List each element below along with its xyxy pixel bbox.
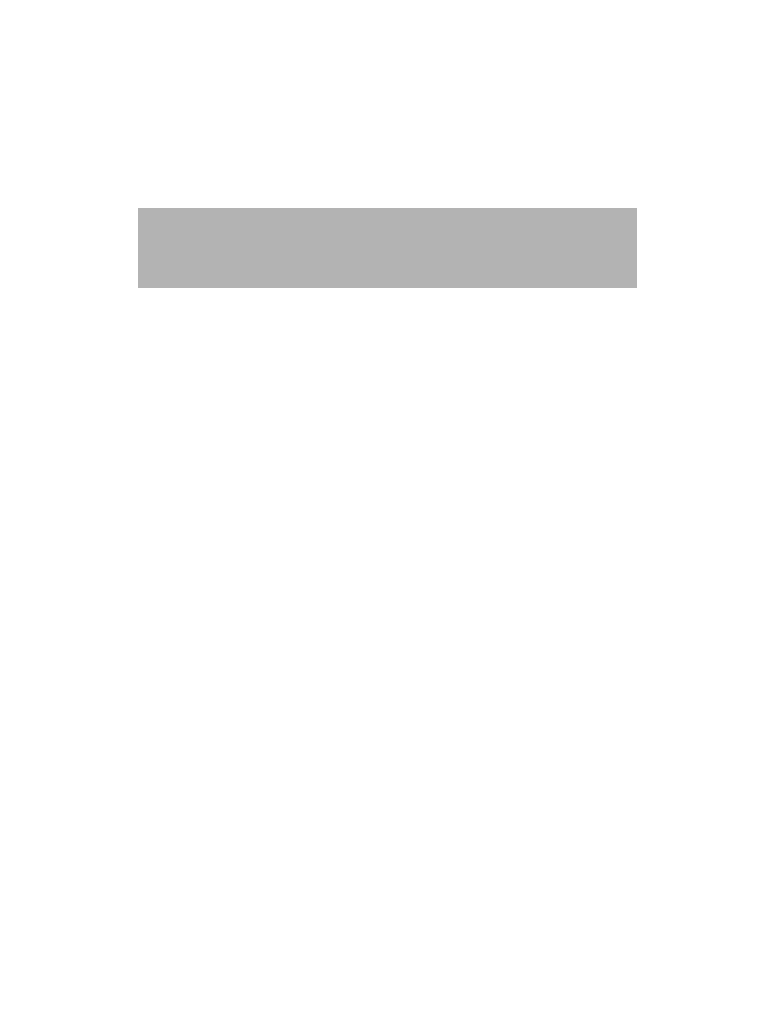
atbash-substitution-table — [138, 208, 637, 288]
